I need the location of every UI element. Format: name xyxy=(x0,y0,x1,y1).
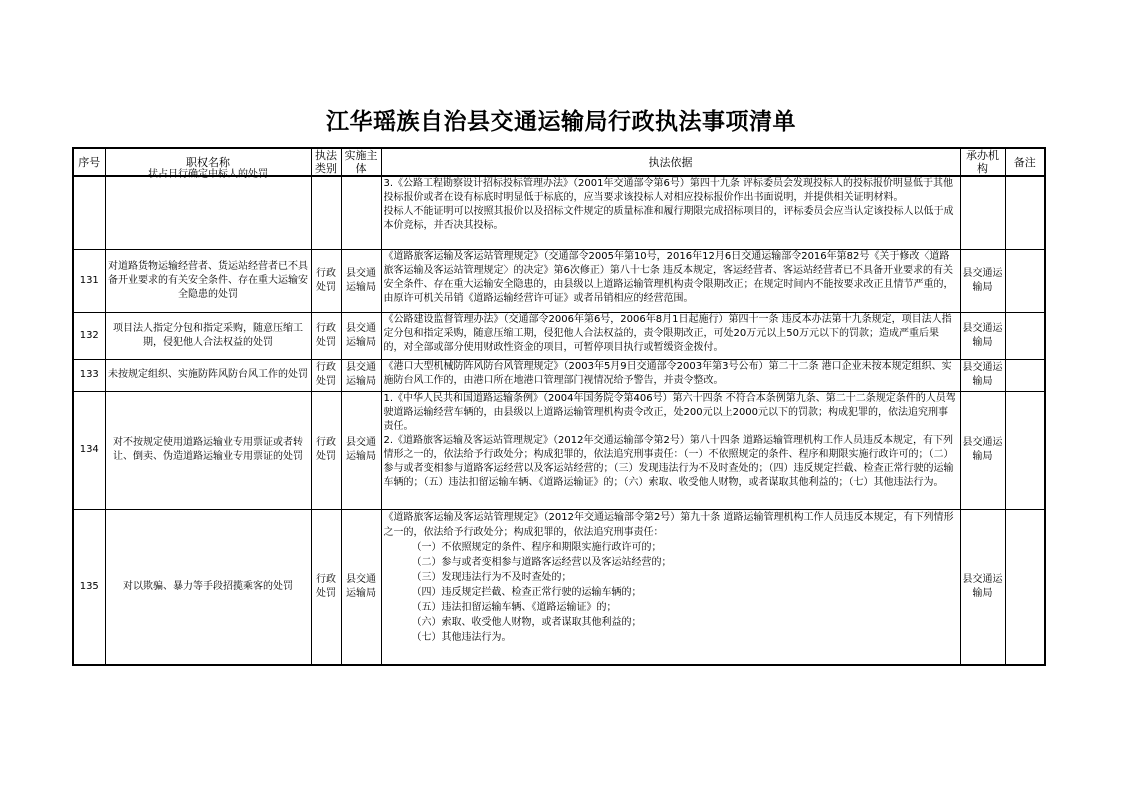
table-row xyxy=(73,391,1045,509)
basis-cell xyxy=(381,312,960,359)
basis-line: 3.《公路工程勘察设计招标投标管理办法》（2001年交通部令第6号）第四十九条 评标委员会发现投标人的投标报价明显低于其他投标报价或者在设有标底时明显低于标底的，应当要求该投标人对相应投标报价作出书面说明，并提供相关证明材料。 xyxy=(383,178,954,203)
row-category: 行政处罚 xyxy=(311,249,341,312)
header-seq: 序号 xyxy=(73,148,105,176)
name-fragment: 状占日行确定中标人的处罚 xyxy=(148,169,268,180)
row-subject: 县交通运输局 xyxy=(341,312,381,359)
header-category: 执法类别 xyxy=(311,148,341,176)
basis-cell xyxy=(381,176,960,249)
row-note xyxy=(1005,249,1045,312)
row-subject: 县交通运输局 xyxy=(341,249,381,312)
row-seq: 132 xyxy=(73,312,105,359)
basis-cell xyxy=(381,509,960,665)
row-category: 行政处罚 xyxy=(311,359,341,391)
basis-line: 《道路旅客运输及客运站管理规定》（交通部令2005年第10号，2016年12月6日交通运输部令2016年第82号《关于修改〈道路旅客运输及客运站管理规定〉的决定》第6次修正）第八十七条 违反本规定，客运经营者、客运站经营者已不具备开业要求的有关安全条件、存在重大运输安全隐患的，由县级以上道路运输管理机构责令限期改正；在规定时间内不能按要求改正且情节严重的，由原许可机关吊销《道路运输经营许可证》或者吊销相应的经营范围。 xyxy=(383,250,954,304)
basis-item: （六）索取、收受他人财物，或者谋取其他利益的； xyxy=(411,616,642,628)
basis-item: （二）参与或者变相参与道路客运经营以及客运站经营的； xyxy=(411,556,672,568)
row-subject: 县交通运输局 xyxy=(341,359,381,391)
basis-cell xyxy=(381,359,960,391)
page-title: 江华瑶族自治县交通运输局行政执法事项清单 xyxy=(326,108,796,135)
row-category: 行政处罚 xyxy=(311,509,341,665)
row-seq: 135 xyxy=(73,509,105,665)
row-agency: 县交通运输局 xyxy=(960,359,1005,391)
basis-item: （三）发现违法行为不及时查处的； xyxy=(411,571,572,583)
basis-item: （七）其他违法行为。 xyxy=(411,631,512,643)
basis-line: 2.《道路旅客运输及客运站管理规定》（2012年交通运输部令第2号）第八十四条 道路运输管理机构工作人员违反本规定，有下列情形之一的，依法给予行政处分；构成犯罪的，依法追究刑事责任：（一）不依照规定的条件、程序和期限实施行政许可的；（二）参与或者变相参与道路客运经营以及客运站经营的；（三）发现违法行为不及时查处的；（四）违反规定拦截、检查正常行驶的运输车辆的；（五）违法扣留运输车辆、《道路运输证》的；（六）索取、收受他人财物，或者谋取其他利益的；（七）其他违法行为。 xyxy=(383,434,954,488)
basis-line: 1.《中华人民共和国道路运输条例》（2004年国务院令第406号）第六十四条 不符合本条例第九条、第二十二条规定条件的人员驾驶道路运输经营车辆的，由县级以上道路运输管理机构责令改正，处200元以上2000元以下的罚款；构成犯罪的，依法追究刑事责任。 xyxy=(383,392,956,432)
header-agency: 承办机构 xyxy=(960,148,1005,176)
row-seq: 131 xyxy=(73,249,105,312)
row-note xyxy=(1005,391,1045,509)
row-agency: 县交通运输局 xyxy=(960,391,1005,509)
header-subject: 实施主体 xyxy=(341,148,381,176)
row-note xyxy=(1005,312,1045,359)
basis-item: （四）违反规定拦截、检查正常行驶的运输车辆的； xyxy=(411,586,642,598)
table-row xyxy=(73,249,1045,312)
table-row xyxy=(73,312,1045,359)
row-subject: 县交通运输局 xyxy=(341,391,381,509)
table-row xyxy=(73,509,1045,665)
row-seq: 133 xyxy=(73,359,105,391)
basis-line: 《港口大型机械防阵风防台风管理规定》（2003年5月9日交通部令2003年第3号公布）第二十二条 港口企业未按本规定组织、实施防台风工作的，由港口所在地港口管理部门视情况给予警告，并责令整改。 xyxy=(383,360,952,386)
basis-cell xyxy=(381,249,960,312)
enforcement-table xyxy=(72,147,1046,666)
row-seq: 134 xyxy=(73,391,105,509)
row-note xyxy=(1005,509,1045,665)
basis-line: 《公路建设监督管理办法》（交通部令2006年第6号，2006年8月1日起施行）第四十一条 违反本办法第十九条规定，项目法人指定分包和指定采购，随意压缩工期，侵犯他人合法权益的，责令限期改正，可处20万元以上50万元以下的罚款；造成严重后果的，对全部或部分使用财政性资金的项目，可暂停项目执行或暂缓资金拨付。 xyxy=(383,313,952,353)
header-note: 备注 xyxy=(1005,148,1045,176)
row-category: 行政处罚 xyxy=(311,312,341,359)
table-row xyxy=(73,359,1045,391)
row-note xyxy=(1005,359,1045,391)
row-agency: 县交通运输局 xyxy=(960,249,1005,312)
row-name: 对道路货物运输经营者、货运站经营者已不具备开业要求的有关安全条件、存在重大运输安全隐患的处罚 xyxy=(105,249,311,312)
row-agency: 县交通运输局 xyxy=(960,312,1005,359)
table-row xyxy=(73,176,1045,249)
basis-item: （五）违法扣留运输车辆、《道路运输证》的； xyxy=(411,601,617,613)
row-name: 项目法人指定分包和指定采购，随意压缩工期，侵犯他人合法权益的处罚 xyxy=(105,312,311,359)
row-category: 行政处罚 xyxy=(311,391,341,509)
header-basis: 执法依据 xyxy=(381,148,960,176)
basis-intro: 《道路旅客运输及客运站管理规定》（2012年交通运输部令第2号）第九十条 道路运输管理机构工作人员违反本规定，有下列情形之一的，依法给予行政处分；构成犯罪的，依法追究刑事责任： xyxy=(383,511,954,538)
row-name: 未按规定组织、实施防阵风防台风工作的处罚 xyxy=(105,359,311,391)
header-name: 职权名称 xyxy=(105,148,311,176)
row-name: 对不按规定使用道路运输业专用票证或者转让、倒卖、伪造道路运输业专用票证的处罚 xyxy=(105,391,311,509)
basis-cell xyxy=(381,391,960,509)
row-subject: 县交通运输局 xyxy=(341,509,381,665)
basis-item: （一）不依照规定的条件、程序和期限实施行政许可的； xyxy=(411,541,662,553)
row-agency: 县交通运输局 xyxy=(960,509,1005,665)
row-name: 对以欺骗、暴力等手段招揽乘客的处罚 xyxy=(105,509,311,665)
basis-line: 投标人不能证明可以按照其报价以及招标文件规定的质量标准和履行期限完成招标项目的，评标委员会应当认定该投标人以低于成本价竞标，并否决其投标。 xyxy=(383,206,954,231)
